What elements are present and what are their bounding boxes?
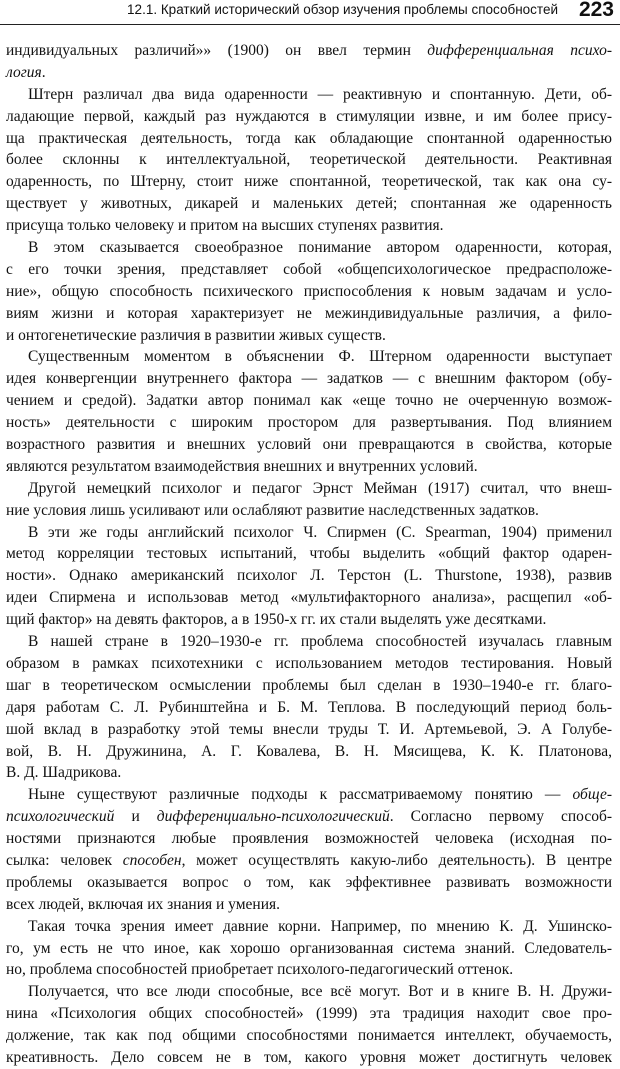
text-segment: Ныне существуют различные подходы к рассматриваемому понятию — [28,786,573,804]
text-segment: и [114,808,157,826]
text-segment: ность» деятельности с широким простором для развертывания. Под влиянием [6,414,612,432]
italic-term: обще- [572,786,612,804]
text-line [6,587,612,609]
italic-term: психологический [6,808,115,826]
text-segment: В эти же годы английский психолог Ч. Спирмен (C. Spearman, 1904) применил [28,523,612,541]
text-line [6,522,612,544]
text-segment: даря работам С. Л. Рубинштейна и Б. М. Теплова. В последующий период боль- [6,698,612,716]
text-segment: сылка: человек [6,851,123,869]
text-line [6,543,612,565]
text-segment: ние», общую способность психического приспособления к новым задачам и усло- [6,282,612,300]
text-segment: идеи Спирмена и использовав метод «мультифакторного анализа», расщепил «об- [6,589,612,607]
text-segment: Существенным моментом в объяснении Ф. Штерном одаренности выступает [28,348,612,366]
text-segment: . [41,63,46,81]
text-segment: одаренность, по Штерну, стоит ниже спонтанной, теоретической, так как она су- [6,173,612,191]
text-segment: ладающие первой, каждый раз нуждаются в стимуляции извне, и им более прису- [6,107,612,125]
text-line [6,959,612,981]
text-line [6,1047,612,1069]
text-line [6,675,612,697]
text-line [6,84,612,106]
text-line [6,719,612,741]
text-line [6,171,612,193]
text-segment: метод корреляции тестовых испытаний, чтобы выделить «общий фактор одарен- [6,545,612,563]
text-segment: присуща только человеку и притом на высших ступенях развития. [6,217,444,235]
text-line [6,850,612,872]
running-header [0,0,620,25]
text-line [6,916,612,938]
text-segment: , может осуществлять какую-либо деятельность). В центре [181,851,613,869]
text-segment: виям жизни и которая характеризует не межиндивидуальные различия, а фило- [6,304,612,322]
text-line [6,40,612,62]
text-segment: го, ум есть не что иное, как хорошо организованная система знаний. Следователь- [6,939,612,957]
text-line [6,259,612,281]
text-line [6,872,612,894]
text-line [6,894,612,916]
text-line [6,828,612,850]
text-segment: более склонны к интеллектуальной, теоретической деятельности. Реактивная [6,151,612,169]
text-line [6,390,612,412]
text-segment: но, проблема способностей приобретает психолого-педагогический оттенок. [6,961,514,979]
text-line [6,565,612,587]
italic-term: способен [122,851,182,869]
text-line [6,368,612,390]
text-line [6,806,612,828]
text-line [6,346,612,368]
text-line [6,1003,612,1025]
text-segment: Получается, что все люди способные, все всё могут. Вот и в книге В. Н. Дружи- [28,983,612,1001]
italic-term: дифференциальная психо- [427,42,612,59]
text-line [6,609,612,631]
text-segment: креативность. Дело совсем не в том, какого уровня может достигнуть человек [6,1048,612,1066]
italic-term: дифференциально-психологический [156,808,390,826]
text-segment: проблемы оказывается вопрос о том, как эффективнее развивать возможности [6,873,612,891]
text-segment: вой, В. Н. Дружинина, А. Г. Ковалева, В. Н. Мясищева, К. К. Платонова, [6,742,612,760]
text-segment: ние условия лишь усиливают или ослабляют развитие наследственных задатков. [6,501,539,519]
text-segment: ности». Однако американский психолог Л. Терстон (L. Thurstone, 1938), развив [6,567,612,585]
text-line [6,149,612,171]
text-line [6,653,612,675]
text-segment: В. Д. Шадрикова. [6,764,122,782]
text-line [6,456,612,478]
text-segment: Другой немецкий психолог и педагог Эрнст Мейман (1917) считал, что внеш- [28,479,612,497]
text-line [6,631,612,653]
text-segment: В этом сказывается своеобразное понимание автором одаренности, которая, [28,239,612,257]
text-segment: ща практическая деятельность, тогда как обладающие спонтанной одаренностью [6,129,612,147]
text-segment: идея конвергенции внутреннего фактора — задатков — с внешним фактором (обу- [6,370,612,388]
text-segment: шой вклад в разработку этой темы внесли труды Т. И. Артемьевой, Э. А Голубе- [6,720,612,738]
text-line [6,697,612,719]
text-segment: всех людей, включая их знания и умения. [6,895,280,913]
text-segment: Штерн различал два вида одаренности — реактивную и спонтанную. Дети, об- [28,85,612,103]
text-segment: нина «Психология общих способностей» (1999) эта традиция находит свое про- [6,1005,612,1023]
text-segment: должение, так как под общими способностями понимается интеллект, обучаемость, [6,1027,612,1045]
text-segment: образом в рамках психотехники с использованием методов тестирования. Новый [6,654,612,672]
text-line [6,500,612,522]
text-line [6,434,612,456]
text-segment: шаг в теоретическом осмыслении проблемы был сделан в 1930–1940-е гг. благо- [6,676,612,694]
text-line [6,784,612,806]
text-segment: чением и средой). Задатки автор понимал как «еще точно не очерченную возмож- [6,392,612,410]
text-segment: возрастного развития и внешних условий они превращаются в свойства, которые [6,436,612,454]
text-segment: являются результатом взаимодействия внешних и внутренних условий. [6,457,478,475]
text-segment: ностями признаются любые проявления возможностей человека (исходная по- [6,830,612,848]
text-line [6,1025,612,1047]
text-line [6,303,612,325]
text-line [6,215,612,237]
text-segment: . Согласно первому способ- [389,808,612,826]
page-number: 223 [578,0,614,21]
text-line [6,478,612,500]
text-segment: с его точки зрения, представляет собой «общепсихологическое предрасположе- [6,260,612,278]
text-segment: Такая точка зрения имеет давние корни. Например, по мнению К. Д. Ушинско- [28,917,612,935]
text-line [6,981,612,1003]
text-line [6,281,612,303]
body-text [6,40,612,1069]
text-segment: В нашей стране в 1920–1930-е гг. проблема способностей изучалась главным [28,633,612,651]
text-line [6,762,612,784]
text-segment: индивидуальных различий»» (1900) он ввел термин [6,42,428,59]
text-line [6,106,612,128]
text-segment: ществует у животных, дикарей и маленьких детей; спонтанная же одаренность [6,195,612,213]
text-line [6,128,612,150]
text-segment: и онтогенетические различия в развитии живых существ. [6,326,386,344]
text-line [6,193,612,215]
text-line [6,325,612,347]
text-line [6,62,612,84]
text-line [6,237,612,259]
italic-term: логия [6,63,42,81]
running-header-title: 12.1. Краткий исторический обзор изучения проблемы способностей [127,2,558,17]
text-line [6,741,612,763]
text-line [6,412,612,434]
text-segment: щий фактор» на девять факторов, а в 1950-х гг. их стали выделять уже десятками. [6,611,547,629]
text-line [6,938,612,960]
